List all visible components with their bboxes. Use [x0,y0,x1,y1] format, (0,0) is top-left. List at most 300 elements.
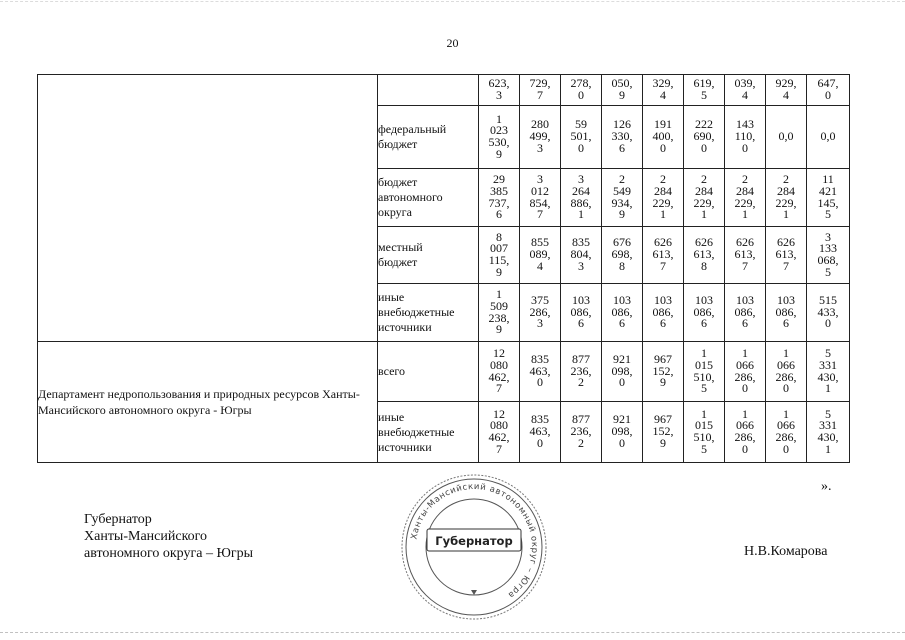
value-line: 9 [660,375,666,390]
value-line: 1 [742,346,748,361]
value-cell [766,402,807,463]
value-line: 1 [701,346,707,361]
value-cell [561,284,602,342]
page-number: 20 [446,36,459,50]
star-icon [471,590,477,595]
value-line: 501, [570,129,592,144]
value-line: 039, [734,76,756,91]
value-line: 886, [570,195,592,210]
value-line: 7 [660,258,666,273]
value-line: 623, [488,76,510,91]
value-line: 145, [817,195,839,210]
value-line: 0,0 [820,129,836,144]
seal-center-text: Губернатор [435,534,513,548]
value-cell [520,227,561,284]
value-cell [561,342,602,402]
value-line: 086, [611,304,633,319]
source-label-line: бюджет [378,255,418,269]
value-line: 284 [654,183,672,198]
value-line: 2 [783,172,789,187]
value-line: 6 [619,316,625,331]
value-line: 400, [652,129,674,144]
value-line: 29 [493,172,505,187]
value-cell [561,227,602,284]
value-cell [643,75,684,106]
value-cell [520,75,561,106]
value-line: 0 [825,88,831,102]
value-line: 6 [496,207,502,222]
value-cell [479,284,520,342]
closing-quote: ». [821,479,832,494]
value-cell [684,169,725,227]
budget-table [37,74,850,463]
value-line: 103 [654,292,672,307]
value-line: 462, [488,369,510,384]
value-line: 238, [488,310,510,325]
value-line: 433, [817,304,839,319]
value-line: 133 [819,241,837,256]
value-line: 080 [490,357,508,372]
value-cell [725,284,766,342]
value-cell [766,75,807,106]
value-line: 515 [819,292,837,307]
value-line: 676 [613,235,631,250]
value-line: 6 [701,316,707,331]
value-line: 015 [695,357,713,372]
value-line: 0 [537,435,543,450]
value-line: 804, [570,247,592,262]
value-line: 0 [825,316,831,331]
value-cell [561,106,602,169]
value-cell [684,106,725,169]
table-row [38,75,850,106]
value-line: 7 [537,207,543,222]
value-cell [643,402,684,463]
value-cell [643,342,684,402]
value-line: 2 [742,172,748,187]
value-line: 331 [819,418,837,433]
value-cell [643,227,684,284]
value-line: 331 [819,357,837,372]
value-line: 284 [695,183,713,198]
value-cell [807,284,850,342]
value-line: 098, [611,424,633,439]
value-line: 5 [825,207,831,222]
value-line: 1 [496,111,502,126]
value-line: 0 [742,441,748,456]
value-line: 8 [701,258,707,273]
value-line: 967 [654,351,672,366]
source-label-line: источники [378,320,432,334]
value-line: 1 [742,406,748,421]
value-cell [684,402,725,463]
value-cell [479,75,520,106]
value-line: 921 [613,412,631,427]
value-line: 264 [572,183,590,198]
value-cell [766,284,807,342]
value-line: 835 [531,351,549,366]
value-line: 0 [578,88,584,102]
value-cell [684,227,725,284]
value-line: 284 [736,183,754,198]
value-line: 737, [488,195,510,210]
value-line: 329, [652,76,674,91]
value-line: 086, [734,304,756,319]
value-line: 286, [734,369,756,384]
value-cell [602,227,643,284]
value-cell [766,106,807,169]
value-line: 0 [660,140,666,155]
value-cell [561,169,602,227]
source-cell [378,284,479,342]
value-line: 5 [701,88,707,102]
value-line: 375 [531,292,549,307]
value-cell [479,169,520,227]
value-line: 7 [496,381,502,396]
source-label-line: автономного [378,190,443,204]
source-label-line: федеральный [378,122,447,136]
value-line: 3 [496,88,502,102]
value-line: 284 [777,183,795,198]
value-line: 385 [490,183,508,198]
value-line: 619, [693,76,715,91]
value-line: 0 [742,140,748,155]
value-line: 3 [578,172,584,187]
source-cell [378,106,479,169]
source-cell [378,75,479,106]
value-cell [807,402,850,463]
value-cell [602,169,643,227]
value-line: 229, [693,195,715,210]
value-cell [725,106,766,169]
value-line: 023 [490,123,508,138]
value-line: 877 [572,412,590,427]
value-cell [602,75,643,106]
source-label-line: иные [378,409,405,424]
value-line: 12 [493,406,505,421]
value-line: 877 [572,351,590,366]
value-cell [520,169,561,227]
value-cell [807,169,850,227]
value-line: 6 [619,140,625,155]
scan-edge-bottom [0,632,905,635]
value-line: 2 [578,375,584,390]
value-line: 2 [660,172,666,187]
value-cell [520,342,561,402]
value-cell [807,227,850,284]
value-cell [643,106,684,169]
signatory-line: Ханты-Мансийского [84,529,208,544]
value-line: 050, [611,76,633,91]
value-line: 934, [611,195,633,210]
value-line: 921 [613,351,631,366]
value-line: 066 [736,418,754,433]
value-cell [766,342,807,402]
value-line: 835 [531,412,549,427]
value-line: 5 [825,264,831,279]
value-cell [725,402,766,463]
value-line: 066 [736,357,754,372]
source-cell [378,227,479,284]
source-cell [378,402,479,463]
value-line: 278, [570,76,592,91]
value-line: 1 [742,207,748,222]
value-cell [561,75,602,106]
value-line: 9 [496,146,502,161]
value-line: 152, [652,424,674,439]
value-line: 613, [775,247,797,262]
value-cell [520,106,561,169]
value-line: 549 [613,183,631,198]
value-cell [725,75,766,106]
value-line: 086, [693,304,715,319]
value-cell [725,169,766,227]
value-line: 5 [825,406,831,421]
value-line: 530, [488,135,510,149]
source-label-line: бюджет [378,175,418,189]
source-label-line: внебюджетные [378,424,455,439]
value-cell [643,284,684,342]
value-line: 0 [783,441,789,456]
source-label-line: иные [378,290,405,304]
value-line: 463, [529,363,551,378]
value-line: 510, [693,430,715,444]
value-line: 854, [529,195,551,210]
value-line: 626 [736,235,754,250]
value-cell [766,169,807,227]
value-line: 5 [701,381,707,396]
source-cell [378,169,479,227]
value-line: 7 [537,88,543,102]
value-line: 9 [496,322,502,337]
value-line: 3 [537,140,543,155]
value-line: 229, [734,195,756,210]
source-label-line: всего [378,364,406,378]
value-cell [479,106,520,169]
value-line: 9 [619,88,625,102]
value-line: 855 [531,235,549,250]
signatory-name: Н.В.Комарова [744,544,828,559]
value-cell [807,106,850,169]
value-line: 3 [578,258,584,273]
value-line: 0 [578,140,584,155]
value-line: 286, [734,430,756,444]
value-line: 0 [701,140,707,155]
value-line: 7 [742,258,748,273]
value-line: 222 [695,117,713,132]
value-line: 729, [529,76,551,91]
value-line: 280 [531,117,549,132]
value-line: 929, [775,76,797,91]
value-line: 0,0 [778,129,794,144]
value-line: 2 [619,172,625,187]
value-line: 463, [529,424,551,439]
value-line: 236, [570,363,592,378]
signatory-line: Губернатор [84,512,152,527]
value-line: 0 [537,375,543,390]
value-line: 6 [783,316,789,331]
value-line: 3 [537,316,543,331]
value-cell [766,227,807,284]
value-line: 103 [613,292,631,307]
value-line: 110, [734,129,756,144]
value-cell [643,169,684,227]
value-line: 115, [488,253,510,267]
value-line: 1 [701,207,707,222]
value-line: 066 [777,357,795,372]
value-line: 103 [695,292,713,307]
value-line: 0 [619,375,625,390]
value-cell [684,342,725,402]
value-cell [561,402,602,463]
value-line: 152, [652,363,674,378]
value-line: 626 [654,235,672,250]
value-line: 286, [775,430,797,444]
value-line: 6 [660,316,666,331]
value-line: 066 [777,418,795,433]
value-line: 080 [490,418,508,433]
value-line: 8 [619,258,625,273]
value-line: 613, [734,247,756,262]
value-line: 626 [695,235,713,250]
value-line: 191 [654,117,672,132]
seal-ring-text: Ханты-Мансийский автономный округ – Югра [409,481,540,601]
source-label-line: бюджет [378,137,418,151]
value-line: 3 [825,229,831,244]
value-line: 068, [817,253,839,267]
value-line: 4 [783,88,789,102]
value-line: 1 [825,381,831,396]
value-line: 1 [783,346,789,361]
value-line: 1 [496,287,502,302]
value-line: 086, [775,304,797,319]
signatory-title [84,511,253,562]
value-cell [807,75,850,106]
value-line: 015 [695,418,713,433]
department-cell: Департамент недропользования и природных ресурсов Ханты-Мансийского автономного округа - Югры [38,342,378,463]
value-line: 1 [701,406,707,421]
value-line: 9 [660,435,666,450]
value-line: 098, [611,363,633,378]
value-line: 835 [572,235,590,250]
value-line: 103 [572,292,590,307]
value-cell [520,284,561,342]
value-line: 089, [529,247,551,262]
value-line: 0 [783,381,789,396]
value-line: 7 [783,258,789,273]
value-line: 6 [578,316,584,331]
value-line: 1 [578,207,584,222]
source-label-line: местный [378,240,423,254]
value-line: 286, [775,369,797,384]
value-line: 9 [619,207,625,222]
value-line: 1 [783,406,789,421]
value-line: 236, [570,424,592,439]
value-line: 509 [490,298,508,313]
value-line: 330, [611,129,633,144]
value-line: 6 [742,316,748,331]
value-line: 5 [701,441,707,456]
value-line: 143 [736,117,754,132]
value-line: 690, [693,129,715,144]
value-line: 086, [570,304,592,319]
value-line: 3 [537,172,543,187]
value-line: 1 [783,207,789,222]
value-line: 613, [693,247,715,262]
value-cell [807,342,850,402]
official-seal [399,472,549,622]
value-line: 8 [496,229,502,244]
value-line: 647, [817,76,839,91]
value-line: 698, [611,247,633,262]
value-line: 613, [652,247,674,262]
signatory-line: автономного округа – Югры [84,546,253,561]
source-label-line: источники [378,439,432,454]
source-label-line: внебюджетные [378,305,455,319]
value-line: 9 [496,264,502,279]
value-cell [725,227,766,284]
value-cell [684,75,725,106]
value-cell [479,402,520,463]
program-cell-empty [38,75,378,342]
value-line: 462, [488,430,510,444]
value-line: 0 [742,381,748,396]
value-cell [602,342,643,402]
value-line: 126 [613,117,631,132]
value-line: 5 [825,346,831,361]
value-line: 510, [693,369,715,384]
value-line: 430, [817,430,839,444]
value-line: 103 [736,292,754,307]
value-line: 4 [537,258,543,273]
table-row [38,342,850,402]
value-line: 4 [742,88,748,102]
value-cell [602,402,643,463]
source-cell [378,342,479,402]
value-cell [602,106,643,169]
value-line: 103 [777,292,795,307]
value-line: 12 [493,346,505,361]
value-line: 11 [822,172,834,187]
value-cell [479,227,520,284]
value-line: 012 [531,183,549,198]
value-line: 007 [490,241,508,256]
value-line: 229, [652,195,674,210]
value-line: 59 [575,117,587,132]
value-cell [684,284,725,342]
source-label-line: округа [378,205,412,219]
value-line: 1 [825,441,831,456]
value-line: 2 [578,435,584,450]
value-cell [520,402,561,463]
value-cell [725,342,766,402]
value-line: 0 [619,435,625,450]
value-line: 086, [652,304,674,319]
value-line: 7 [496,441,502,456]
value-line: 229, [775,195,797,210]
value-cell [479,342,520,402]
value-line: 421 [819,183,837,198]
value-line: 967 [654,412,672,427]
value-line: 286, [529,304,551,319]
value-line: 4 [660,88,666,102]
value-line: 2 [701,172,707,187]
value-line: 430, [817,369,839,384]
value-cell [602,284,643,342]
value-line: 499, [529,129,551,144]
value-line: 626 [777,235,795,250]
scan-edge-top [0,1,905,3]
